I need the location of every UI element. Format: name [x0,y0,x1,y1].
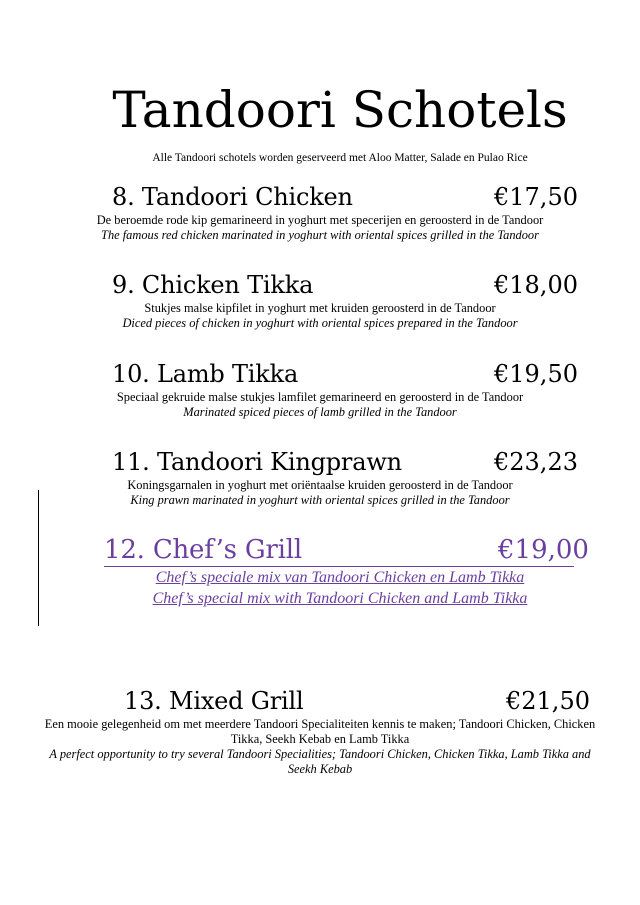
dish-name: 12. Chef’s Grill [104,535,302,565]
dish-name: 11. Tandoori Kingprawn [112,448,402,476]
menu-item-lamb-tikka [0,360,640,420]
dish-description-en: A perfect opportunity to try several Tandoori Specialities; Tandoori Chicken, Chicken Tikka, Lamb Tikka and Seekh Kebab [49,747,591,776]
dish-price: €23,23 [494,448,578,476]
dish-description-en: Diced pieces of chicken in yoghurt with oriental spices prepared in the Tandoor [122,316,518,330]
dish-price: €21,50 [506,687,590,715]
menu-item-mixed-grill [0,687,640,777]
menu-item-tandoori-chicken [0,183,640,243]
dish-description-en: Chef’s special mix with Tandoori Chicken and Lamb Tikka [152,590,528,607]
dish-name: 9. Chicken Tikka [112,271,314,299]
dish-price: €18,00 [494,271,578,299]
dish-price: €17,50 [494,183,578,211]
page-title: Tandoori Schotels [112,81,568,139]
dish-description-nl: Chef’s speciale mix van Tandoori Chicken en Lamb Tikka [155,569,525,586]
menu-item-tandoori-kingprawn [0,448,640,508]
menu-item-chicken-tikka [0,271,640,331]
dish-name: 8. Tandoori Chicken [112,183,353,211]
dish-description-en: Marinated spiced pieces of lamb grilled in the Tandoor [183,405,457,419]
page-subtitle: Alle Tandoori schotels worden geserveerd met Aloo Matter, Salade en Pulao Rice [152,152,528,164]
dish-description-nl: Stukjes malse kipfilet in yoghurt met kruiden geroosterd in de Tandoor [144,301,496,315]
dish-description-nl: De beroemde rode kip gemarineerd in yoghurt met specerijen en geroosterd in de Tandoor [96,213,544,227]
dish-description-en: The famous red chicken marinated in yoghurt with oriental spices grilled in the Tandoor [101,228,539,242]
dish-description-nl: Een mooie gelegenheid om met meerdere Tandoori Specialiteiten kennis te maken; Tandoori Chicken, Chicken Tikka, Seekh Kebab en Lamb Tikka [44,717,596,746]
dish-price: €19,00 [498,535,589,565]
dish-price: €19,50 [494,360,578,388]
dish-name: 10. Lamb Tikka [112,360,299,388]
menu-item-chefs-grill [0,536,640,609]
dish-description-nl: Speciaal gekruide malse stukjes lamfilet gemarineerd en geroosterd in de Tandoor [116,390,524,404]
dish-name: 13. Mixed Grill [124,687,304,715]
dish-description-en: King prawn marinated in yoghurt with oriental spices grilled in the Tandoor [130,493,510,507]
dish-description-nl: Koningsgarnalen in yoghurt met oriëntaalse kruiden geroosterd in de Tandoor [127,478,513,492]
